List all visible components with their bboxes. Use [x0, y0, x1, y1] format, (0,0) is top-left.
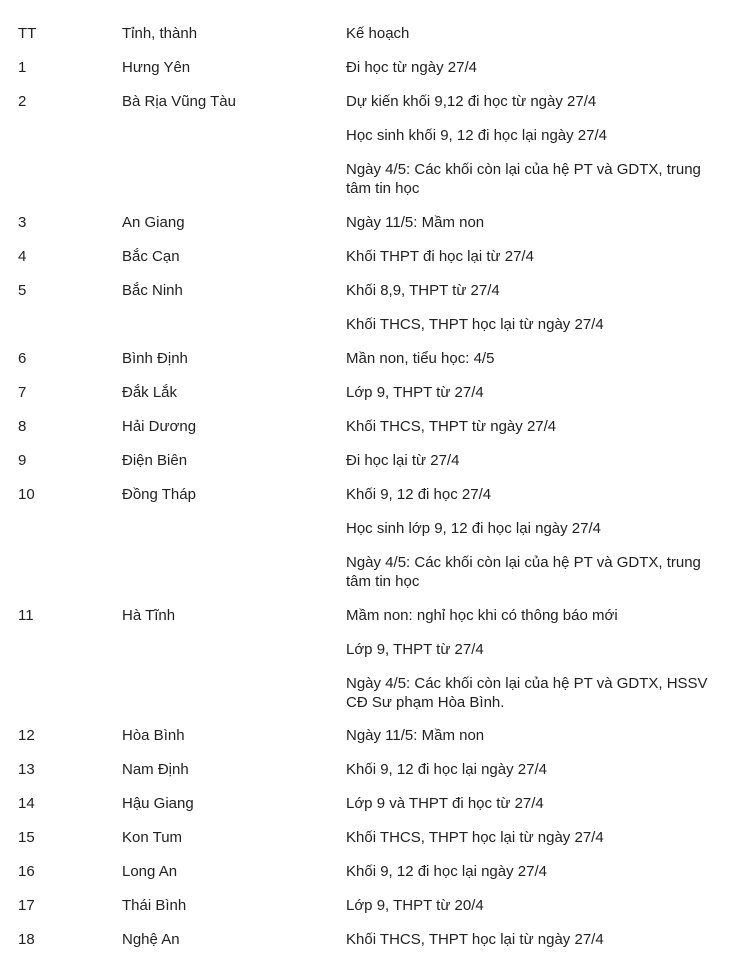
row-plan: Đi học từ ngày 27/4: [346, 59, 477, 76]
row-tt: 10: [18, 486, 35, 503]
row-plan: Học sinh khối 9, 12 đi học lại ngày 27/4: [346, 127, 607, 144]
row-province: Bắc Ninh: [122, 282, 183, 299]
row-plan: Dự kiến khối 9,12 đi học từ ngày 27/4: [346, 93, 597, 110]
row-tt: 8: [18, 418, 27, 435]
row-tt: 7: [18, 384, 27, 401]
row-tt: 11: [18, 607, 34, 624]
row-tt: 12: [18, 727, 35, 744]
row-tt: 4: [18, 248, 27, 265]
row-province: Nam Định: [122, 761, 189, 778]
header-tt: TT: [18, 25, 37, 42]
row-plan: Khối 9, 12 đi học 27/4: [346, 486, 492, 503]
row-tt: 17: [18, 897, 35, 914]
row-tt: 2: [18, 93, 27, 110]
row-tt: 16: [18, 863, 35, 880]
row-plan: Mầm non: nghỉ học khi có thông báo mới: [346, 607, 618, 624]
row-tt: 6: [18, 350, 27, 367]
row-plan: Khối 8,9, THPT từ 27/4: [346, 282, 500, 299]
row-plan: Ngày 11/5: Mầm non: [346, 214, 485, 231]
row-province: Hậu Giang: [122, 795, 194, 812]
row-plan: Lớp 9, THPT từ 20/4: [346, 897, 484, 914]
row-tt: 13: [18, 761, 35, 778]
row-plan: Ngày 4/5: Các khối còn lại của hệ PT và GDTX, HSSV CĐ Sư phạm Hòa Bình.: [346, 675, 708, 711]
row-plan: Khối THCS, THPT từ ngày 27/4: [346, 418, 557, 435]
row-plan: Mần non, tiểu học: 4/5: [346, 350, 495, 367]
row-tt: 15: [18, 829, 35, 846]
row-plan: Ngày 4/5: Các khối còn lại của hệ PT và GDTX, trung tâm tin học: [346, 161, 701, 197]
row-plan: Ngày 11/5: Mầm non: [346, 727, 485, 744]
row-plan: Khối THCS, THPT học lại từ ngày 27/4: [346, 931, 604, 948]
row-province: Hưng Yên: [122, 59, 191, 76]
row-province: Đắk Lắk: [122, 384, 178, 401]
header-province: Tỉnh, thành: [122, 25, 198, 42]
row-province: Hà Tĩnh: [122, 607, 176, 624]
row-tt: 9: [18, 452, 27, 469]
row-plan: Lớp 9, THPT từ 27/4: [346, 641, 484, 658]
row-province: Long An: [122, 863, 178, 880]
row-province: Kon Tum: [122, 829, 183, 846]
row-province: Đồng Tháp: [122, 486, 196, 503]
row-tt: 14: [18, 795, 35, 812]
row-tt: 18: [18, 931, 35, 948]
row-province: Hải Dương: [122, 418, 197, 435]
row-province: Thái Bình: [122, 897, 187, 914]
row-tt: 3: [18, 214, 27, 231]
row-province: An Giang: [122, 214, 185, 231]
row-province: Bắc Cạn: [122, 248, 180, 265]
row-tt: 5: [18, 282, 27, 299]
row-plan: Khối THPT đi học lại từ 27/4: [346, 248, 534, 265]
row-province: Điện Biên: [122, 452, 188, 469]
row-plan: Học sinh lớp 9, 12 đi học lại ngày 27/4: [346, 520, 601, 537]
row-plan: Khối THCS, THPT học lại từ ngày 27/4: [346, 829, 604, 846]
row-province: Bình Định: [122, 350, 188, 367]
row-plan: Khối THCS, THPT học lại từ ngày 27/4: [346, 316, 604, 333]
row-province: Hòa Bình: [122, 727, 185, 744]
row-plan: Khối 9, 12 đi học lại ngày 27/4: [346, 863, 547, 880]
row-province: Bà Rịa Vũng Tàu: [122, 93, 236, 110]
row-plan: Đi học lại từ 27/4: [346, 452, 460, 469]
row-plan: Lớp 9 và THPT đi học từ 27/4: [346, 795, 544, 812]
row-plan: Ngày 4/5: Các khối còn lại của hệ PT và GDTX, trung tâm tin học: [346, 554, 701, 590]
row-province: Nghệ An: [122, 931, 180, 948]
header-plan: Kế hoạch: [346, 25, 410, 42]
row-plan: Khối 9, 12 đi học lại ngày 27/4: [346, 761, 547, 778]
row-plan: Lớp 9, THPT từ 27/4: [346, 384, 484, 401]
row-tt: 1: [18, 59, 27, 76]
